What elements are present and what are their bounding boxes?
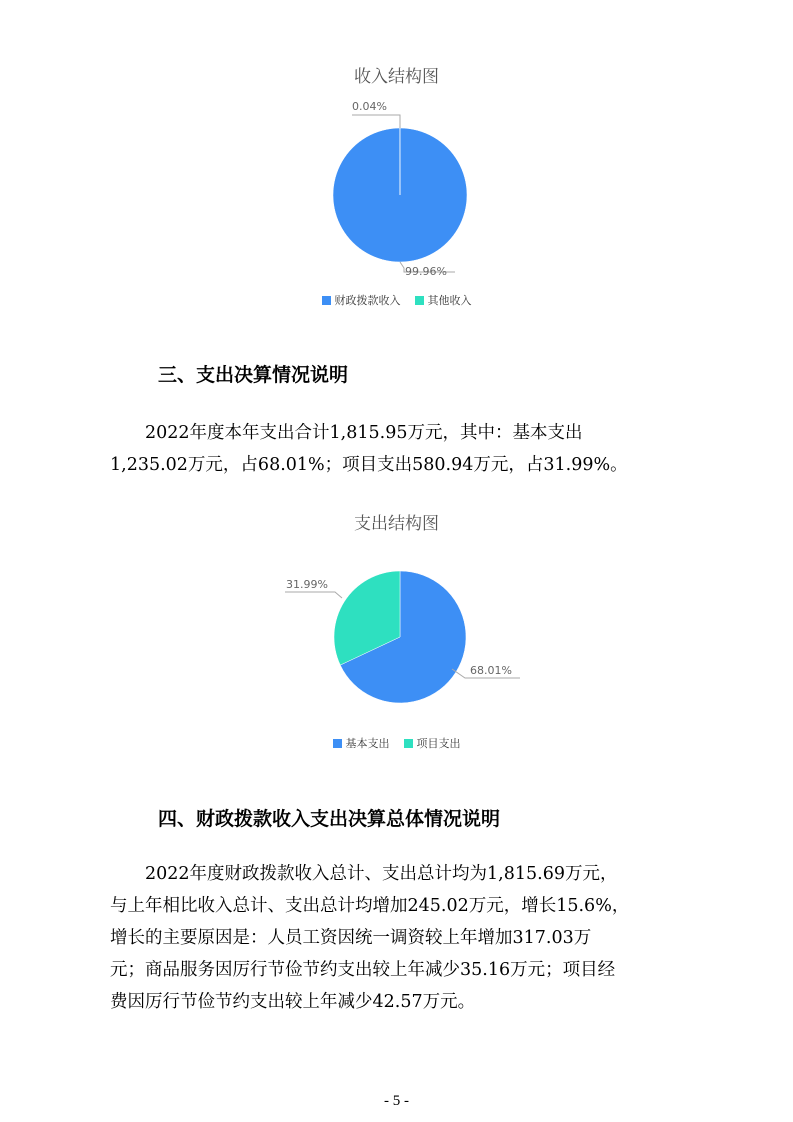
paragraph-line: 2022年度财政拨款收入总计、支出总计均为1,815.69万元， [145, 864, 618, 884]
slice-label-0: 99.96% [405, 265, 447, 278]
slice-label-0: 68.01% [470, 664, 512, 677]
section-3-paragraph [110, 417, 690, 481]
legend-swatch-other-income [415, 296, 424, 305]
paragraph-line: 元；商品服务因厉行节俭节约支出较上年减少35.16万元；项目经 [110, 960, 616, 980]
legend-label: 项目支出 [416, 737, 461, 750]
paragraph-line: 2022年度本年支出合计1,815.95万元，其中：基本支出 [145, 423, 583, 443]
expense-legend [0, 735, 793, 751]
slice-label-1: 31.99% [286, 578, 328, 591]
page-number: - 5 - [384, 1093, 409, 1109]
legend-item-other-income [415, 292, 472, 308]
legend-swatch-basic-expense [333, 739, 342, 748]
income-legend [0, 292, 793, 308]
paragraph-line: 增长的主要原因是：人员工资因统一调资较上年增加317.03万 [110, 928, 592, 948]
paragraph-line: 与上年相比收入总计、支出总计均增加245.02万元，增长15.6%， [110, 896, 630, 916]
expense-pie-chart [0, 540, 793, 740]
section-4-heading: 四、财政拨款收入支出决算总体情况说明 [158, 808, 501, 830]
paragraph-line: 1,235.02万元，占68.01%；项目支出580.94万元，占31.99%。 [110, 455, 628, 475]
section-4-paragraph [110, 858, 690, 1018]
slice-label-leader-1 [285, 592, 342, 598]
legend-swatch-project-expense [404, 739, 413, 748]
income-chart-title: 收入结构图 [354, 67, 439, 87]
legend-item-basic-expense [333, 735, 390, 751]
section-3-heading: 三、支出决算情况说明 [158, 364, 349, 386]
legend-item-fiscal-income [322, 292, 401, 308]
legend-label: 财政拨款收入 [334, 294, 401, 307]
income-pie-chart [0, 95, 793, 295]
legend-swatch-fiscal-income [322, 296, 331, 305]
legend-item-project-expense [404, 735, 461, 751]
legend-label: 基本支出 [345, 737, 390, 750]
legend-label: 其他收入 [427, 294, 472, 307]
slice-label-leader-1 [352, 115, 400, 128]
slice-label-1: 0.04% [352, 100, 387, 113]
expense-chart-title: 支出结构图 [354, 514, 439, 534]
paragraph-line: 费因厉行节俭节约支出较上年减少42.57万元。 [110, 992, 476, 1012]
